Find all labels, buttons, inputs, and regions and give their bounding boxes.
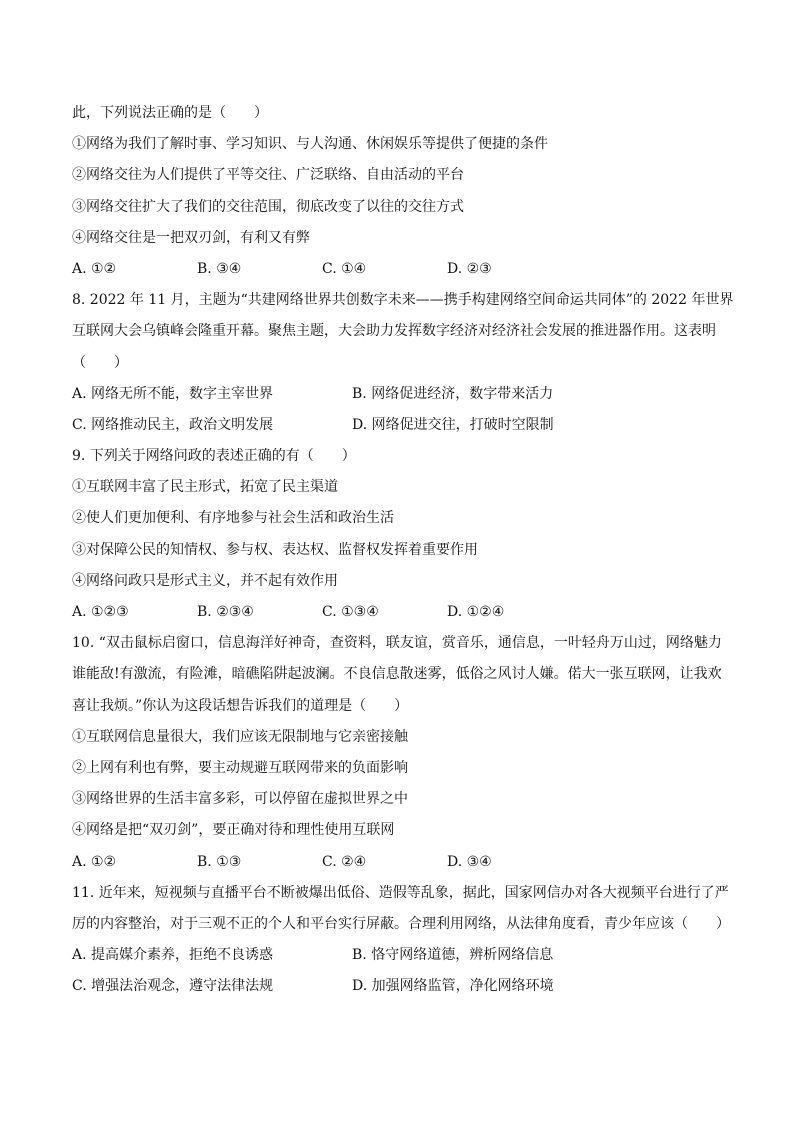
q9-option-c: C. ①③④ [322, 604, 379, 620]
q8-stem-line-2: 互联网大会乌镇峰会隆重开幕。聚焦主题，大会助力发挥数字经济对经济社会发展的推进器作用。这表明 [72, 323, 716, 340]
q9-option-a: A. ①②③ [72, 604, 129, 620]
q11-option-b: B. 恪守网络道德，辨析网络信息 [352, 947, 554, 964]
q8-option-d: D. 网络促进交往，打破时空限制 [352, 416, 554, 433]
q7-item-2: ②网络交往为人们提供了平等交往、广泛联络、自由活动的平台 [72, 167, 464, 184]
q8-option-c: C. 网络推动民主，政治文明发展 [72, 416, 274, 433]
q11-option-c: C. 增强法治观念，遵守法律法规 [72, 978, 274, 995]
q11-options-row-2 [72, 976, 732, 1007]
q8-options-row-1 [72, 384, 732, 415]
q9-option-d: D. ①②④ [447, 604, 505, 620]
q7-item-3: ③网络交往扩大了我们的交往范围，彻底改变了以往的交往方式 [72, 198, 464, 215]
q7-options [72, 259, 732, 290]
q10-stem-line-3: 喜让我烦。”你认为这段话想告诉我们的道理是（ ） [72, 697, 409, 714]
q7-option-b: B. ③④ [197, 260, 242, 277]
q8-options-row-2 [72, 415, 732, 446]
q8-option-b: B. 网络促进经济，数字带来活力 [352, 385, 554, 402]
q10-item-2: ②上网有利也有弊，要主动规避互联网带来的负面影响 [72, 759, 408, 776]
q9-item-1: ①互联网丰富了民主形式，拓宽了民主渠道 [72, 479, 338, 496]
q10-stem-line-1: 10. “双击鼠标启窗口，信息海洋好神奇，查资料，联友谊，赏音乐，通信息，一叶轻舟万山过，网络魅力 [72, 635, 722, 652]
q11-stem-line-1: 11. 近年来，短视频与直播平台不断被爆出低俗、造假等乱象，据此，国家网信办对各大视频平台进行了严 [72, 884, 729, 901]
q7-item-4: ④网络交往是一把双刃剑，有利又有弊 [72, 229, 310, 246]
q9-item-2: ②使人们更加便利、有序地参与社会生活和政治生活 [72, 510, 394, 527]
q11-option-a: A. 提高媒介素养，拒绝不良诱惑 [72, 947, 274, 964]
q7-option-a: A. ①② [72, 260, 117, 277]
q9-item-3: ③对保障公民的知情权、参与权、表达权、监督权发挥着重要作用 [72, 541, 478, 558]
q10-item-3: ③网络世界的生活丰富多彩，可以停留在虚拟世界之中 [72, 791, 408, 808]
q9-stem: 9. 下列关于网络问政的表述正确的有（ ） [72, 448, 356, 465]
q10-option-b: B. ①③ [197, 853, 242, 870]
q10-option-d: D. ③④ [447, 853, 492, 870]
q7-item-1: ①网络为我们了解时事、学习知识、与人沟通、休闲娱乐等提供了便捷的条件 [72, 136, 548, 153]
question-content [72, 103, 732, 1007]
q10-item-1: ①互联网信息量很大，我们应该无限制地与它亲密接触 [72, 728, 408, 745]
q7-stem-tail: 此，下列说法正确的是（ ） [72, 105, 268, 121]
q10-option-a: A. ①② [72, 853, 117, 870]
q10-stem-line-2: 谁能敌!有激流，有险滩，暗礁陷阱起波澜。不良信息散迷雾，低俗之风讨人嫌。偌大一张互联网，让我欢 [72, 666, 722, 683]
q11-options-row-1 [72, 945, 732, 976]
q9-item-4: ④网络问政只是形式主义，并不起有效作用 [72, 572, 338, 589]
q11-option-d: D. 加强网络监管，净化网络环境 [352, 978, 554, 995]
q8-stem-line-3: （ ） [72, 354, 128, 371]
q8-stem-line-1: 8. 2022 年 11 月，主题为“共建网络世界共创数字未来——携手构建网络空间命运共同体”的 2022 年世界 [72, 292, 734, 309]
q9-options [72, 602, 732, 633]
q9-option-b: B. ②③④ [197, 604, 254, 620]
q10-item-4: ④网络是把“双刃剑”，要正确对待和理性使用互联网 [72, 822, 395, 839]
q7-option-c: C. ①④ [322, 260, 367, 277]
q8-option-a: A. 网络无所不能，数字主宰世界 [72, 385, 274, 402]
q11-stem-line-2: 厉的内容整治，对于三观不正的个人和平台实行屏蔽。合理利用网络，从法律角度看，青少年应该（ ） [72, 915, 730, 932]
q10-options [72, 852, 732, 883]
q10-option-c: C. ②④ [322, 853, 367, 870]
q7-option-d: D. ②③ [447, 260, 492, 277]
